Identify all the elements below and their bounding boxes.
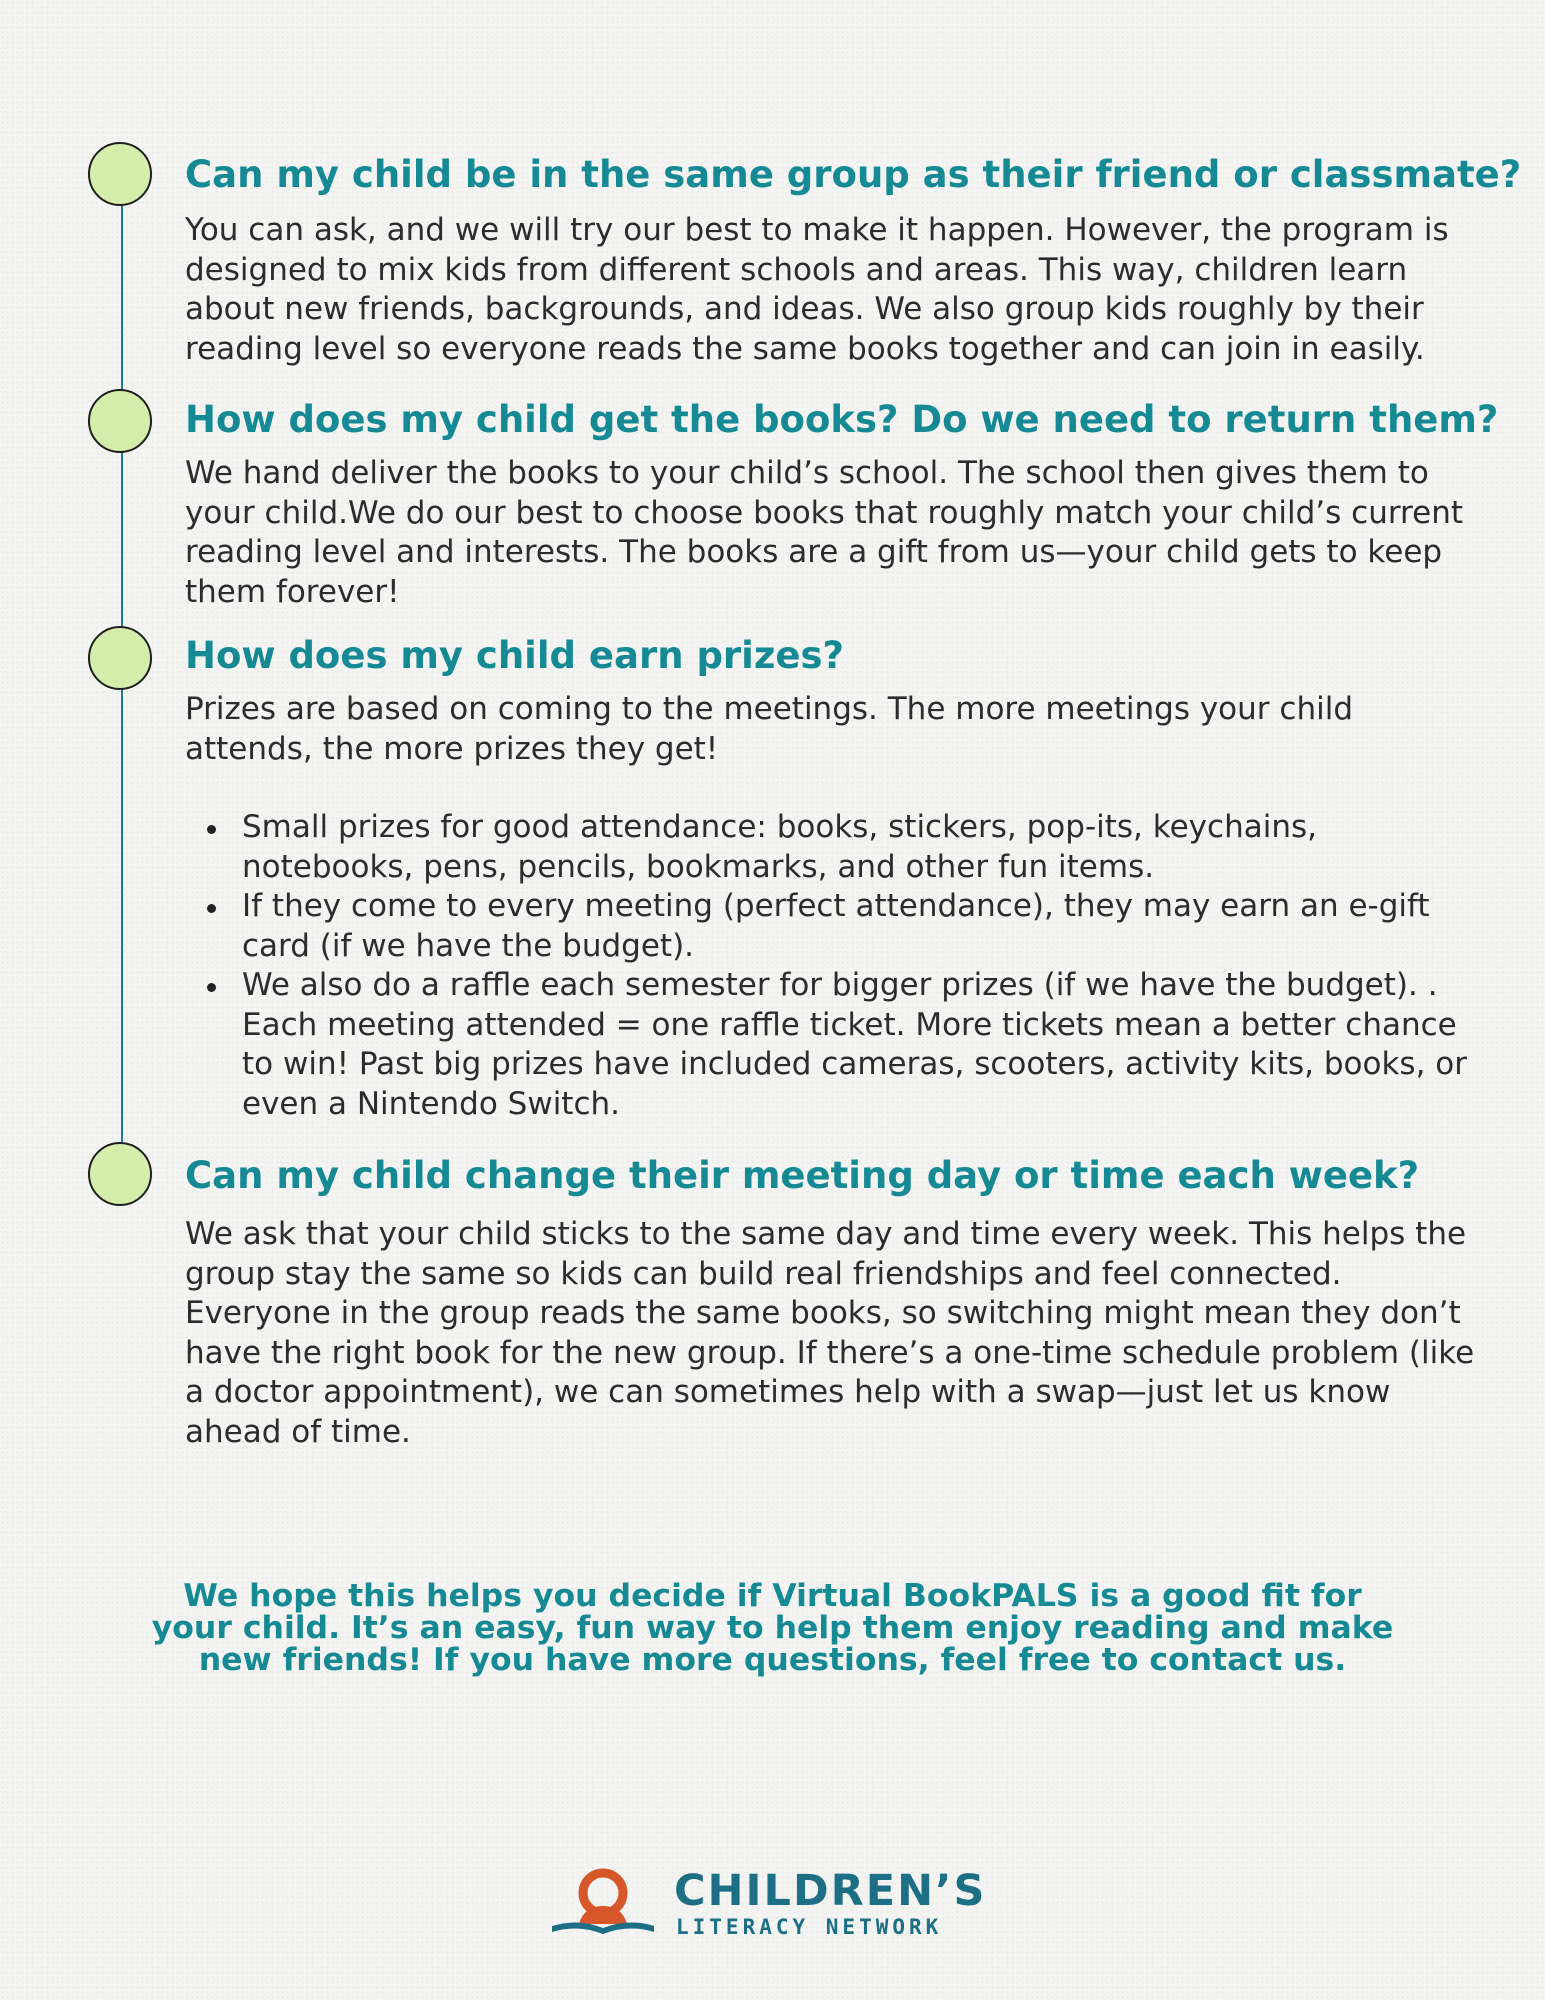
- list-item: [185, 966, 1485, 1124]
- answer-text: We hand deliver the books to your child’s school. The school then gives them to your child.We do our best to choose books that roughly match your child’s current reading level and interests. The books are a gift from us—your child gets to keep them forever!: [185, 455, 1463, 610]
- timeline-node: [88, 1142, 152, 1206]
- bullet-icon: [207, 983, 216, 992]
- logo-subtitle: LITERACY NETWORK: [676, 1915, 943, 1939]
- logo: [548, 1868, 1008, 1940]
- timeline-node: [88, 626, 152, 690]
- list-item: [185, 808, 1485, 887]
- list-item-text: If they come to every meeting (perfect attendance), they may earn an e-gift card (if we have the budget).: [242, 888, 1430, 964]
- list-item-text: Small prizes for good attendance: books, stickers, pop-its, keychains, notebooks, pens, pencils, bookmarks, and other fun items.: [242, 809, 1317, 885]
- timeline-node: [88, 389, 152, 453]
- closing-message: We hope this helps you decide if Virtual BookPALS is a good fit for your child. It’s an easy, fun way to help them enjoy reading and make new friends! If you have more questions, feel free to contact us.: [151, 1578, 1394, 1678]
- list-item-text: We also do a raffle each semester for bigger prizes (if we have the budget). . Each meeting attended = one raffle ticket. More tickets mean a better chance to win! Past big prizes have included cameras, scooters, activity kits, books, or even a Nintendo Switch.: [242, 967, 1467, 1122]
- question-heading: Can my child be in the same group as their friend or classmate?: [185, 153, 1522, 196]
- question-heading: How does my child earn prizes?: [185, 634, 844, 677]
- prize-list: [185, 808, 1485, 1124]
- book-reader-icon: [548, 1868, 658, 1940]
- logo-name: CHILDREN’S: [674, 1866, 987, 1916]
- question-heading: How does my child get the books? Do we need to return them?: [185, 398, 1499, 441]
- list-item: [185, 887, 1485, 966]
- question-heading: Can my child change their meeting day or time each week?: [185, 1154, 1420, 1197]
- answer-text: You can ask, and we will try our best to make it happen. However, the program is designed to mix kids from different schools and areas. This way, children learn about new friends, backgrounds, and ideas. We also group kids roughly by their reading level so everyone reads the same books together and can join in easily.: [185, 212, 1449, 367]
- answer-text: Prizes are based on coming to the meetings. The more meetings your child attends, the more prizes they get!: [185, 691, 1353, 767]
- bullet-icon: [207, 904, 216, 913]
- bullet-icon: [207, 825, 216, 834]
- answer-text: We ask that your child sticks to the same day and time every week. This helps the group stay the same so kids can build real friendships and feel connected. Everyone in the group reads the same books, so switching might mean they don’t have the right book for the new group. If there’s a one-time schedule problem (like a doctor appointment), we can sometimes help with a swap—just let us know ahead of time.: [185, 1216, 1475, 1450]
- timeline-node: [88, 142, 152, 206]
